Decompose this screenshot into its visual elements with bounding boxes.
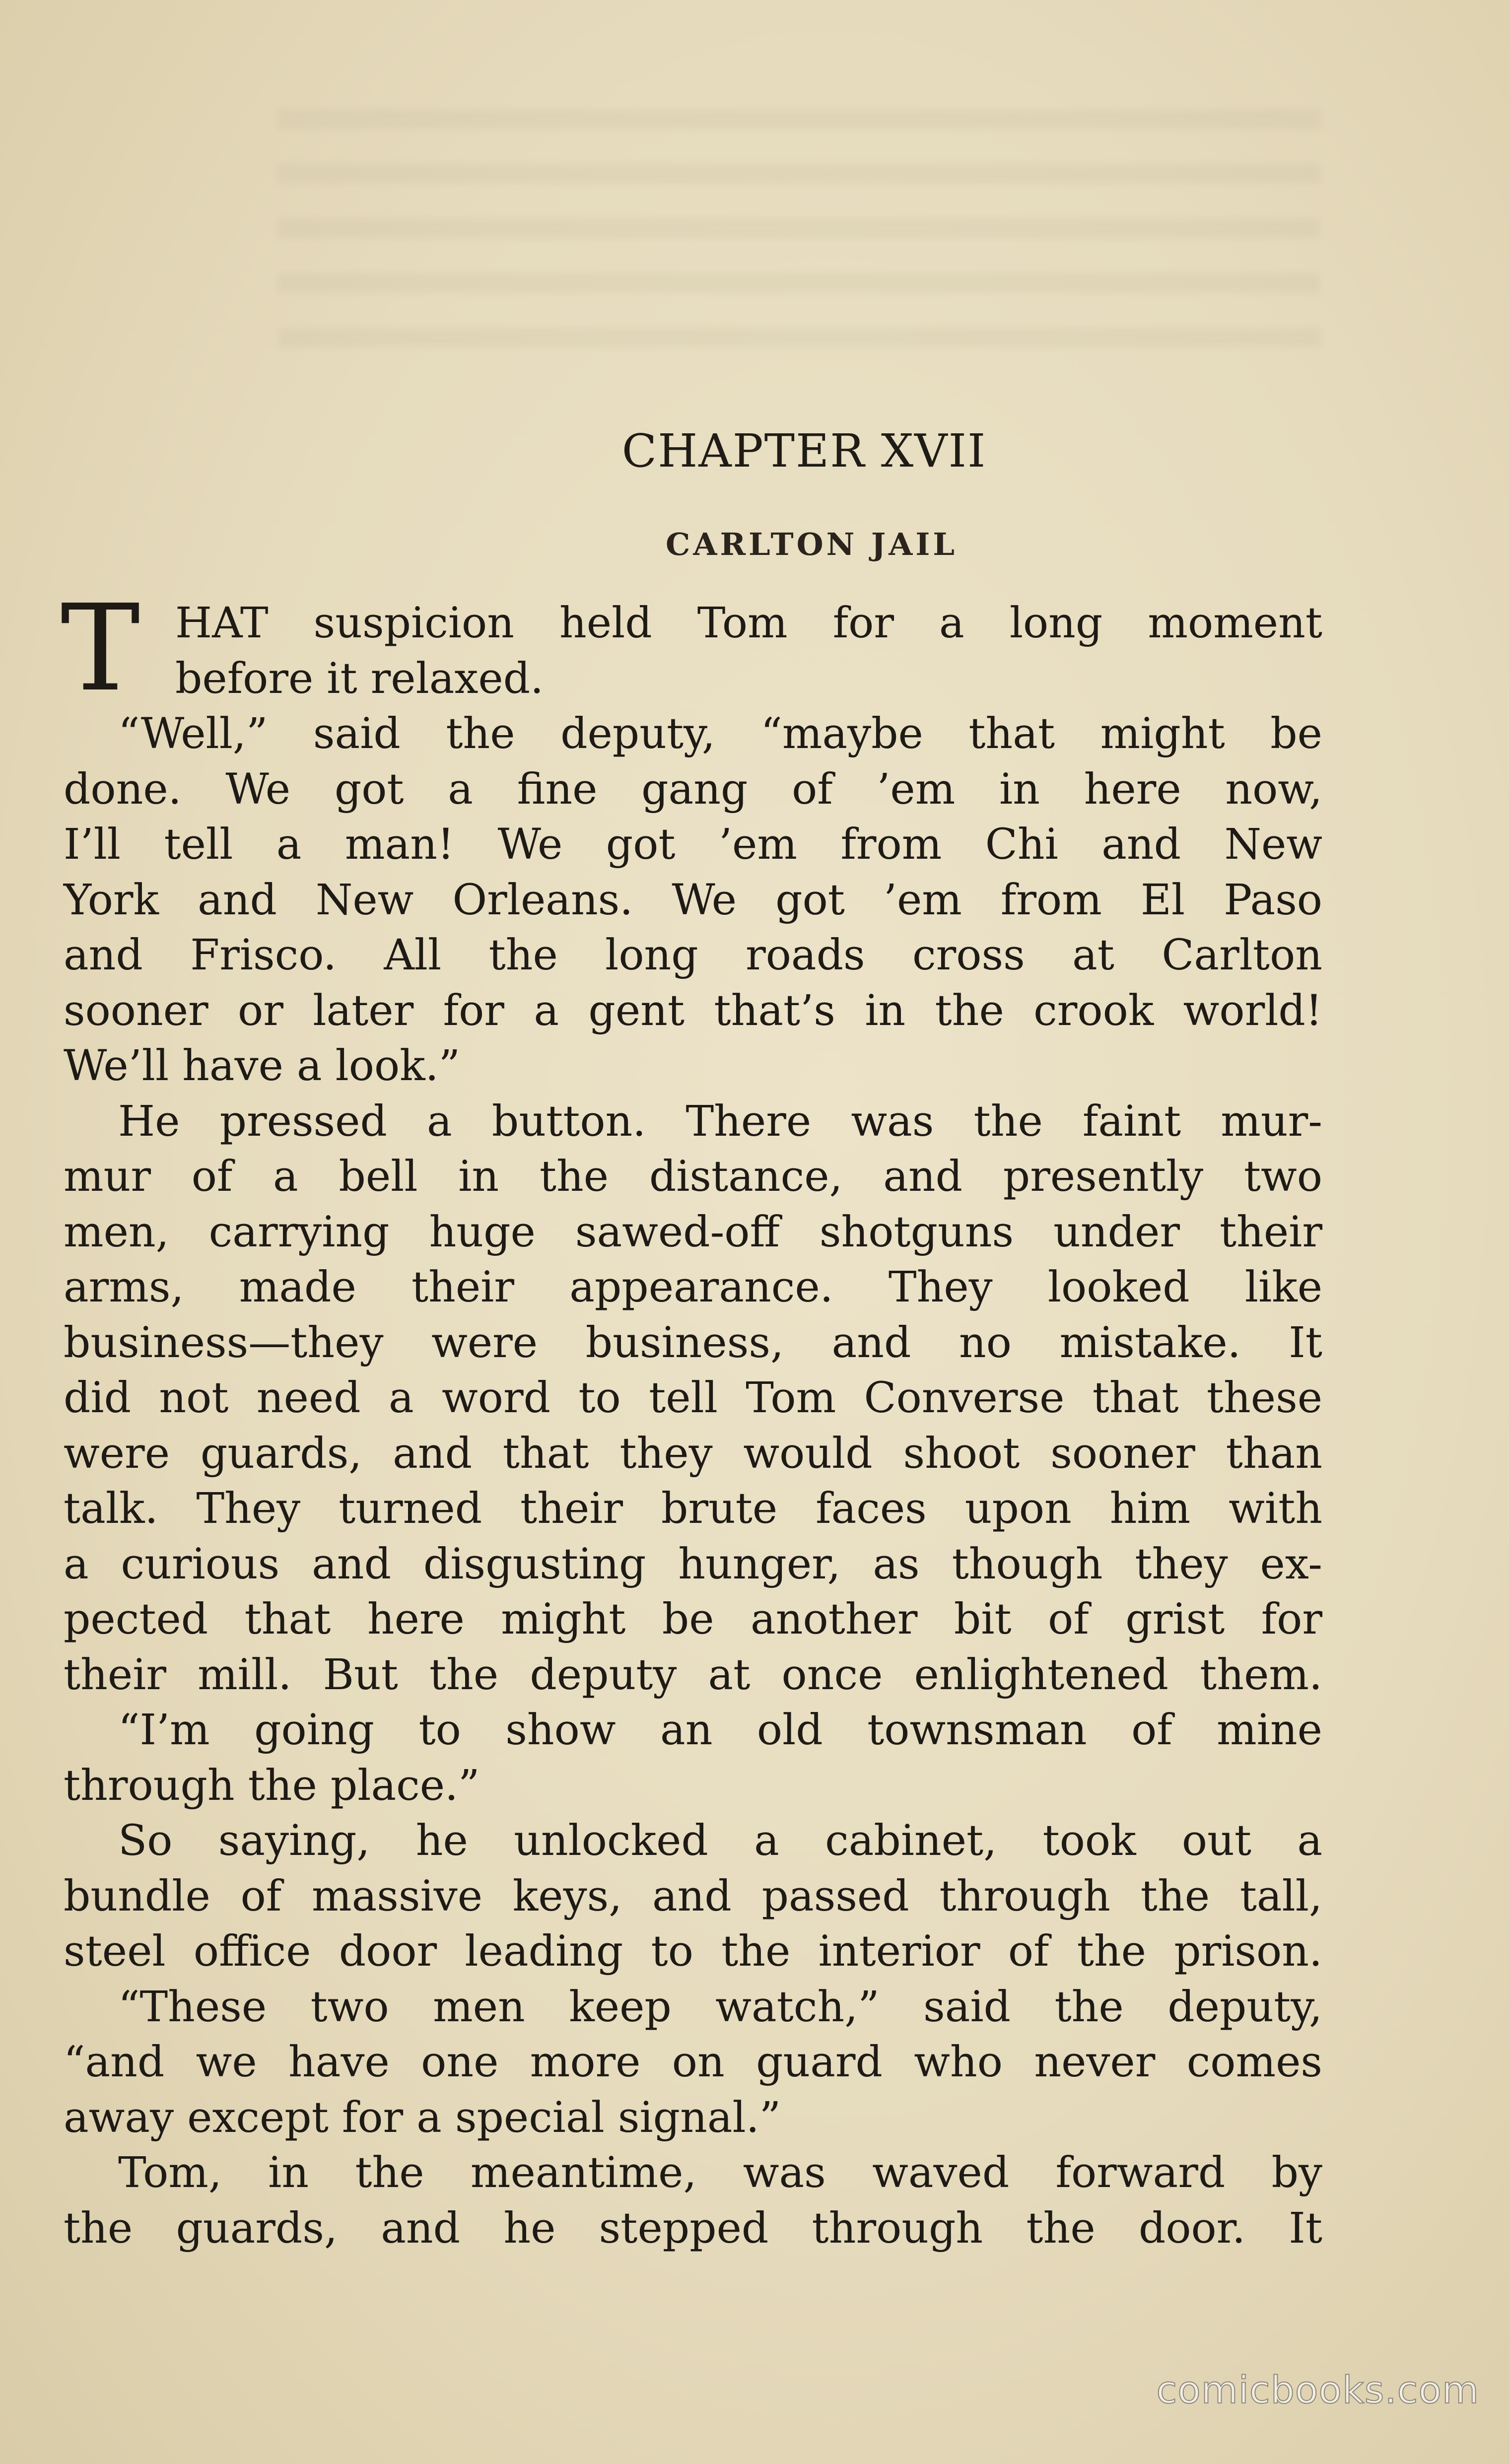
text-line: pected that here might be another bit of grist for — [64, 1595, 1322, 1644]
text-line-content: HAT suspicion held Tom for a long moment — [175, 599, 1322, 648]
text-line: “These two men keep watch,” said the deputy, — [118, 1982, 1322, 2032]
chapter-subtitle: CARLTON JAIL — [666, 526, 958, 562]
text-line: sooner or later for a gent that’s in the crook world! — [64, 986, 1322, 1035]
text-line: York and New Orleans. We got ’em from El Paso — [64, 875, 1322, 925]
text-line: a curious and disgusting hunger, as though they ex- — [64, 1539, 1322, 1589]
text-line: Tom, in the meantime, was waved forward by — [118, 2148, 1322, 2197]
text-line: away except for a special signal.” — [64, 2093, 781, 2142]
chapter-title: CHAPTER XVII — [621, 424, 987, 478]
text-line: men, carrying huge sawed-off shotguns under their — [64, 1207, 1322, 1257]
drop-cap: T — [61, 579, 140, 718]
text-line: through the place.” — [64, 1761, 480, 1810]
text-line: business—they were business, and no mistake. It — [64, 1318, 1322, 1368]
text-line: “I’m going to show an old townsman of mine — [118, 1706, 1322, 1755]
text-line: I’ll tell a man! We got ’em from Chi and New — [64, 820, 1322, 869]
text-line: He pressed a button. There was the faint mur- — [118, 1096, 1322, 1146]
text-line: steel office door leading to the interior of the prison. — [64, 1927, 1322, 1976]
text-line: talk. They turned their brute faces upon him with — [64, 1484, 1322, 1533]
text-line: their mill. But the deputy at once enlightened them. — [64, 1650, 1322, 1700]
text-line: arms, made their appearance. They looked like — [64, 1263, 1322, 1312]
text-line: mur of a bell in the distance, and presently two — [64, 1152, 1322, 1201]
watermark: comicbooks.com — [1156, 2368, 1479, 2412]
text-line: did not need a word to tell Tom Converse that these — [64, 1373, 1322, 1423]
text-line: “Well,” said the deputy, “maybe that might be — [118, 709, 1322, 758]
text-line: done. We got a fine gang of ’em in here now, — [64, 764, 1322, 814]
text-line: bundle of massive keys, and passed through the tall, — [64, 1871, 1322, 1921]
text-line: “and we have one more on guard who never comes — [64, 2038, 1322, 2087]
text-line: were guards, and that they would shoot sooner than — [64, 1429, 1322, 1478]
text-line: before it relaxed. — [175, 654, 544, 703]
body-text — [61, 579, 1322, 2256]
text-line: So saying, he unlocked a cabinet, took out a — [118, 1816, 1322, 1865]
text-line: We’ll have a look.” — [64, 1041, 461, 1091]
text-line: the guards, and he stepped through the door. It — [64, 2203, 1322, 2253]
text-line: and Frisco. All the long roads cross at Carlton — [64, 931, 1322, 980]
